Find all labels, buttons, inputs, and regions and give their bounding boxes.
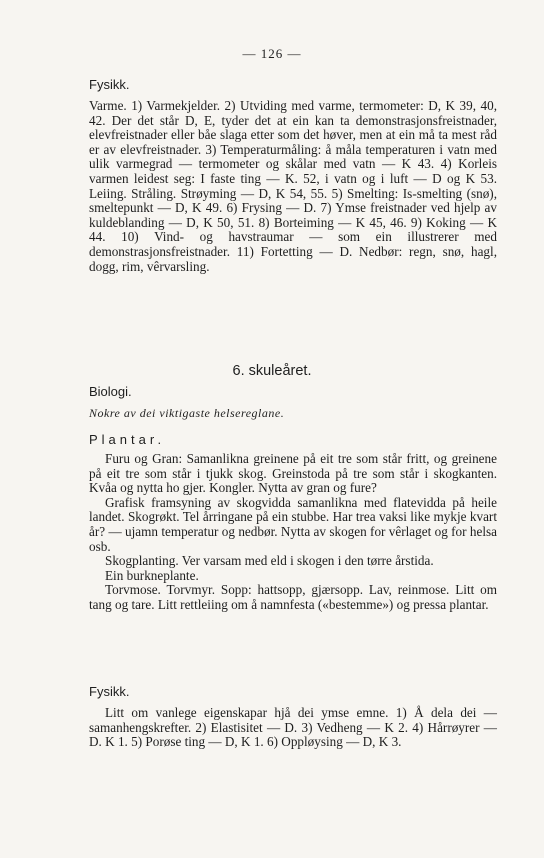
biologi-subtitle: Nokre av dei viktigaste helsereglane. [89, 406, 285, 420]
fysikk-text-2 [89, 706, 497, 750]
biologi-heading: Biologi. [89, 384, 132, 399]
biologi-paragraph: Skogplanting. Ver varsam med eld i skogen i den tørre årstida. [105, 553, 434, 569]
fysikk-heading-2: Fysikk. [89, 684, 130, 699]
fysikk-paragraph-2: Litt om vanlege eigenskapar hjå dei ymse emne. 1) Å dela dei — samanhengskrefter. 2) Elastisitet — D. 3) Vedheng — K 2. 4) Hårrøyrer — D. K 1. 5) Porøse ting — D, K 1. 6) Oppløysing — D, K 3. [89, 705, 497, 750]
biologi-paragraph: Furu og Gran: Samanlikna greinene på eit tre som står fritt, og greinene på eit tre som står i tjukk skog. Greinstoda på tre som står i skogkanten. Kvåa og nytta ho gjer. Kongler. Nytta av gran og fure? [89, 451, 497, 496]
grade-heading: 6. skuleåret. [232, 363, 312, 379]
biologi-text [89, 452, 497, 613]
biologi-paragraph: Torvmose. Torvmyr. Sopp: hattsopp, gjærsopp. Lav, reinmose. Litt om tang og tare. Litt rettleiing om å namnfesta («bestemme») og pressa plantar. [89, 582, 497, 612]
fysikk-paragraph-1: Varme. 1) Varmekjelder. 2) Utviding med varme, termometer: D, K 39, 40, 42. Der det står D, E, tyder det at ein kan ta demonstrasjonsfreistnader, elevfreistnader eller båe slaga etter som det høver, men at ein må ta mest råd er av elevfreistnader. 3) Temperaturmåling: å måla temperaturen i vatn med ulik varmegrad — termometer og skålar med vatn — K 43. 4) Korleis varmen leidest seg: I faste ting — K. 52, i vatn og i luft — D og K 53. Leiing. Stråling. Strøyming — D, K 54, 55. 5) Smelting: Is-smelting (snø), smeltepunkt — D, K 49. 6) Frysing — D. 7) Ymse freistnader ved hjelp av kuldeblanding — D, K 50, 51. 8) Borteiming — K 45, 46. 9) Koking — K 44. 10) Vind- og havstraumar — som ein illustrerer med demonstrasjonsfreistnader. 11) Fortetting — D. Nedbør: regn, snø, hagl, dogg, rim, vêrvarsling. [89, 98, 497, 274]
biologi-paragraph: Grafisk framsyning av skogvidda samanlikna med flatevidda på heile landet. Skogrøkt. Tel årringane på ein stubbe. Har trea vaksi like mykje kvart år? — ujamn temperatur og nedbør. Nytta av skogen for vêrlaget og for helsa osb. [89, 494, 497, 554]
page-number: — 126 — [242, 46, 302, 61]
fysikk-heading-1: Fysikk. [89, 77, 130, 92]
plantar-label: Plantar. [89, 432, 166, 447]
biologi-paragraph: Ein burkneplante. [105, 567, 199, 583]
fysikk-text-1 [89, 99, 497, 274]
